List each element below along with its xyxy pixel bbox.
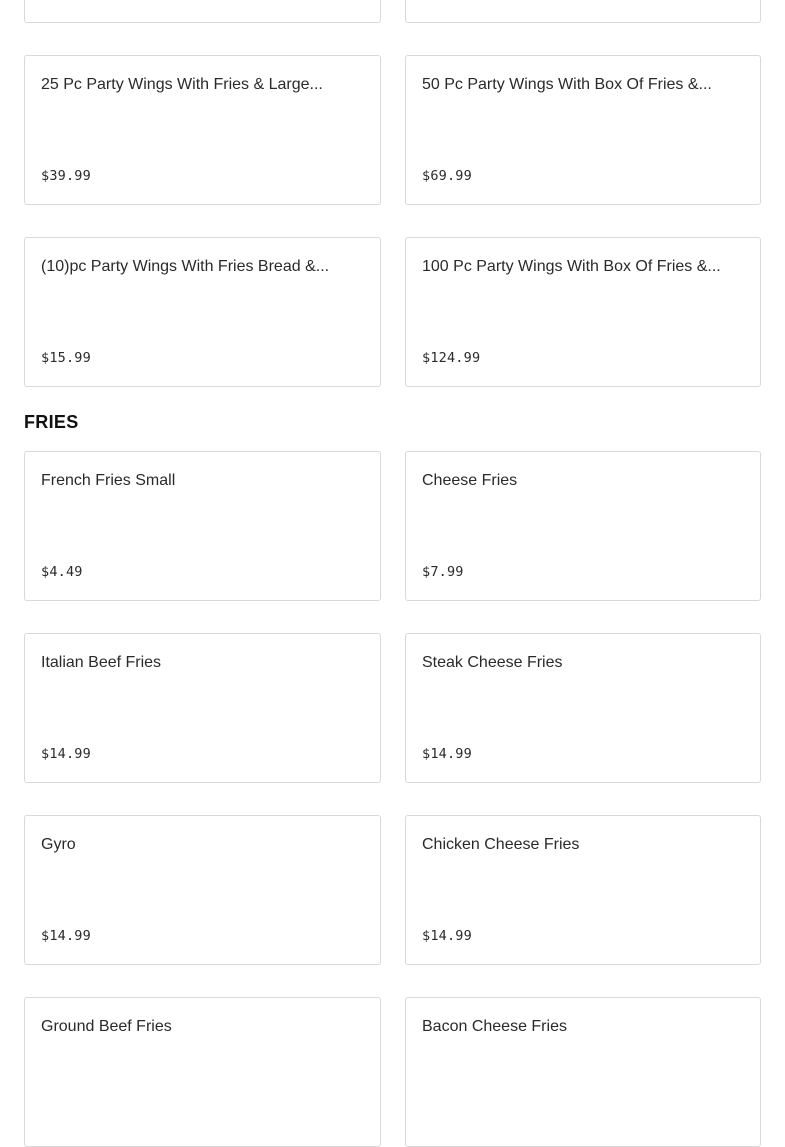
menu-item-name: Gyro xyxy=(41,836,76,853)
menu-item-name: (10)pc Party Wings With Fries Bread &... xyxy=(41,258,330,275)
menu-item-price: $14.99 xyxy=(41,746,91,762)
menu-item-name: Cheese Fries xyxy=(422,472,518,489)
menu-item-price: $7.99 xyxy=(422,564,464,580)
menu-item-name: Steak Cheese Fries xyxy=(422,654,563,671)
menu-item-name: 100 Pc Party Wings With Box Of Fries &... xyxy=(422,258,721,275)
menu-item-name: 50 Pc Party Wings With Box Of Fries &... xyxy=(422,76,712,93)
menu-item-price: $14.99 xyxy=(422,746,472,762)
section-title-fries: FRIES xyxy=(24,412,79,432)
menu-item-price: $14.99 xyxy=(422,928,472,944)
menu-item-price: $39.99 xyxy=(41,168,91,184)
menu-item-name: Bacon Cheese Fries xyxy=(422,1018,567,1035)
fries-grid xyxy=(24,451,761,1147)
menu-item-card[interactable] xyxy=(405,815,761,965)
menu-item-card[interactable] xyxy=(24,451,381,601)
menu-item-card[interactable] xyxy=(405,451,761,601)
menu-item-card[interactable] xyxy=(405,0,761,23)
menu-item-card[interactable] xyxy=(24,0,381,23)
menu-item-price: $4.49 xyxy=(41,564,83,580)
menu-item-card[interactable] xyxy=(24,237,381,387)
menu-item-name: Italian Beef Fries xyxy=(41,654,162,671)
menu-item-card[interactable] xyxy=(405,997,761,1147)
top-partial-grid xyxy=(24,0,761,23)
menu-item-card[interactable] xyxy=(24,997,381,1147)
menu-item-card[interactable] xyxy=(24,55,381,205)
menu-item-name: 25 Pc Party Wings With Fries & Large... xyxy=(41,76,323,93)
menu-item-card[interactable] xyxy=(24,633,381,783)
menu-item-card[interactable] xyxy=(24,815,381,965)
menu-item-card[interactable] xyxy=(405,237,761,387)
menu-item-price: $14.99 xyxy=(41,928,91,944)
menu-item-name: Ground Beef Fries xyxy=(41,1018,172,1035)
menu-item-price: $69.99 xyxy=(422,168,472,184)
menu-item-price: $15.99 xyxy=(41,350,91,366)
menu-item-price: $124.99 xyxy=(422,350,481,366)
party-wings-grid xyxy=(24,55,761,387)
menu-item-name: French Fries Small xyxy=(41,472,176,489)
menu-item-card[interactable] xyxy=(405,55,761,205)
menu-item-name: Chicken Cheese Fries xyxy=(422,836,580,853)
menu-item-card[interactable] xyxy=(405,633,761,783)
